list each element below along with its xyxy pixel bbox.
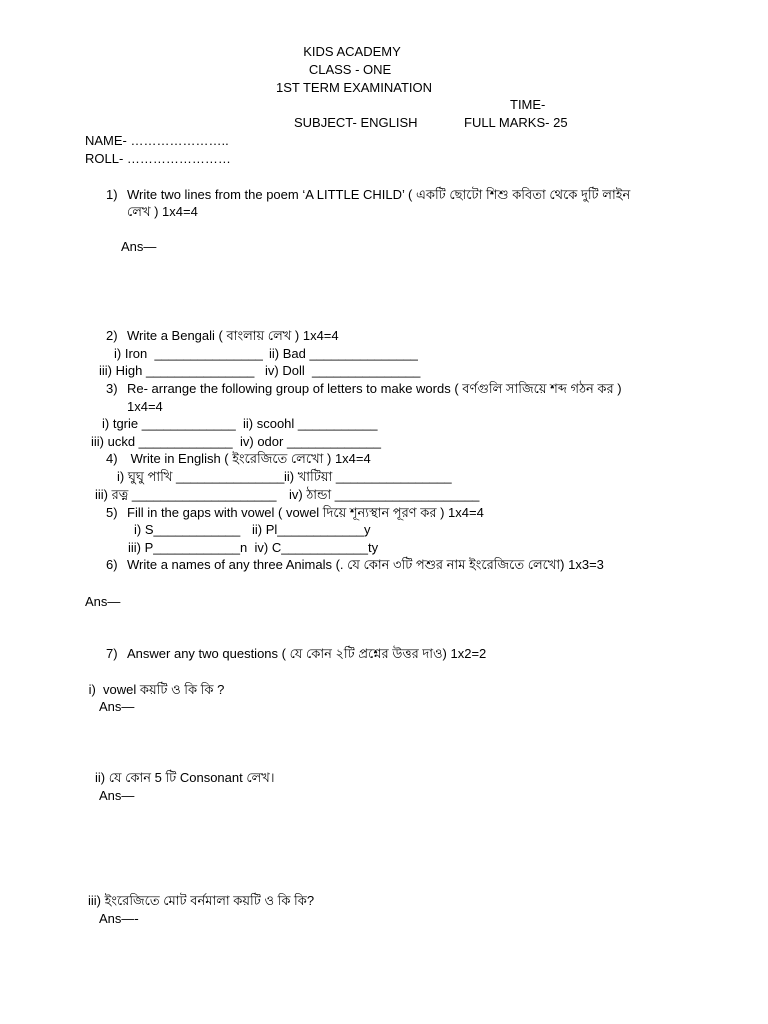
q7-number: 7) — [106, 646, 118, 661]
q2-item-iv: iv) Doll _______________ — [265, 363, 421, 378]
q6-answer-label: Ans— — [85, 594, 121, 609]
q3-item-i: i) tgrie _____________ — [102, 416, 236, 431]
time-label: TIME- — [510, 97, 546, 112]
q1-answer-label: Ans— — [121, 239, 157, 254]
q2-number: 2) — [106, 328, 118, 343]
q7-sub-ii: ii) যে কোন 5 টি Consonant লেখ। — [95, 770, 275, 785]
roll-field: ROLL- …………………… — [85, 151, 231, 166]
q1-text: Write two lines from the poem ‘A LITTLE CHILD’ ( একটি ছোটো শিশু কবিতা থেকে দুটি লাইন — [127, 187, 631, 202]
q7-sub-iii-answer: Ans—- — [99, 911, 139, 926]
q4-item-i: i) ঘুঘু পাখি _______________ — [117, 469, 285, 484]
q4-number: 4) — [106, 451, 118, 466]
q3-item-iv: iv) odor _____________ — [240, 434, 381, 449]
q4-item-ii: ii) খাটিয়া ________________ — [284, 469, 452, 484]
exam-title: 1ST TERM EXAMINATION — [275, 80, 433, 95]
q7-text: Answer any two questions ( যে কোন ২টি প্রশ্নের উত্তর দাও) 1x2=2 — [127, 646, 487, 661]
subject-label: SUBJECT- ENGLISH — [294, 115, 418, 130]
q2-item-i: i) Iron _______________ — [114, 346, 263, 361]
q3-number: 3) — [106, 381, 118, 396]
q3-marks: 1x4=4 — [127, 399, 163, 414]
q6-number: 6) — [106, 557, 118, 572]
q7-sub-iii: iii) ইংরেজিতে মোট বর্নমালা কয়টি ও কি কি? — [88, 893, 315, 908]
class-label: CLASS - ONE — [308, 62, 392, 77]
q1-number: 1) — [106, 187, 118, 202]
name-field: NAME- ………………….. — [85, 133, 229, 148]
q5-item-i: i) S____________ — [134, 522, 241, 537]
q2-item-ii: ii) Bad _______________ — [269, 346, 418, 361]
q1-text-cont: লেখ ) 1x4=4 — [127, 204, 198, 219]
school-name: KIDS ACADEMY — [303, 44, 401, 59]
q7-sub-ii-answer: Ans— — [99, 788, 135, 803]
q5-item-ii: ii) Pl____________y — [252, 522, 371, 537]
q2-text: Write a Bengali ( বাংলায় লেখ ) 1x4=4 — [127, 328, 339, 343]
q5-items-iii-iv: iii) P____________n iv) C____________ty — [128, 540, 379, 555]
q3-item-ii: ii) scoohl ___________ — [243, 416, 378, 431]
q2-item-iii: iii) High _______________ — [99, 363, 255, 378]
q4-item-iv: iv) ঠান্ডা ____________________ — [289, 487, 480, 502]
full-marks-label: FULL MARKS- 25 — [464, 115, 568, 130]
q3-item-iii: iii) uckd _____________ — [91, 434, 233, 449]
q4-text: Write in English ( ইংরেজিতে লেখো ) 1x4=4 — [127, 451, 371, 466]
q7-sub-i-answer: Ans— — [99, 699, 135, 714]
q4-item-iii: iii) রত্ন ____________________ — [95, 487, 277, 502]
q6-text: Write a names of any three Animals (. যে কোন ৩টি পশুর নাম ইংরেজিতে লেখো) 1x3=3 — [127, 557, 604, 572]
q3-text: Re- arrange the following group of letters to make words ( বর্ণগুলি সাজিয়ে শব্দ গঠন কর ) — [127, 381, 622, 396]
q7-sub-i: i) vowel কয়টি ও কি কি ? — [85, 682, 225, 697]
q5-number: 5) — [106, 505, 118, 520]
q5-text: Fill in the gaps with vowel ( vowel দিয়ে শূন্যস্থান পূরণ কর ) 1x4=4 — [127, 505, 484, 520]
